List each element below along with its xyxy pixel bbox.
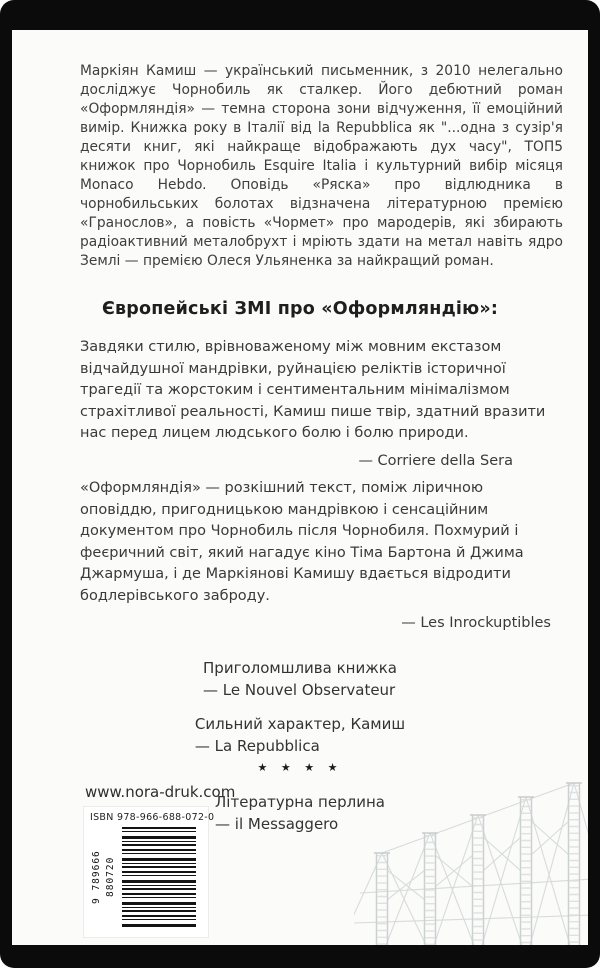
barcode-bars: [122, 827, 196, 927]
author-bio: Маркіян Камиш — український письменник, з 2010 нелегально досліджує Чорнобиль як сталкер. Його дебютний роман «Оформляндія» — темна сторона зони відчуження, її емоційний вимір. Книжка року в Італії від la Repubblica як "...одна з сузір'я десяти книг, які найкраще відображають дух часу", ТОП5 книжок про Чорнобиль Esquire Italia і культурний вибір місяця Monaco Hebdo. Оповідь «Ряска» про відлюдника в чорнобильських болотах відзначена літературною премією «Гранослов», а повість «Чормет» про мародерів, які збирають радіоактивний металобрухт і мріють здати на метал навіть ядро Землі — премією Олеся Ульяненка за найкращий роман.: [80, 63, 563, 269]
barcode-row: [90, 827, 202, 927]
review-text: «Оформляндія» — розкішний текст, поміж ліричною оповіддю, пригодницькою мандрівкою і сенсаційним документом про Чорнобиль після Чорнобиля. Похмурий і феєричний світ, який нагадує кіно Тіма Бартона й Джима Джармуша, і де Маркіянові Камишу вдається відродити бодлерівського заброду.: [80, 480, 524, 604]
publisher-website: www.nora-druk.com: [85, 783, 236, 801]
short-quote-repubblica: [195, 713, 405, 779]
short-quote-source: — La Repubblica: [194, 736, 320, 755]
barcode-digits: 9 789666 880720: [91, 850, 116, 904]
review-text: Завдяки стилю, врівноваженому між мовним екстазом відчайдушної мандрівки, руйнацією реліктів історичної трагедії та жорстоким і сентиментальним мінімалізмом страхітливої реальності, Камиш пише твір, здатний вразити нас перед лицем людського болю і болю природи.: [80, 339, 546, 441]
short-quote-source: — il Messaggero: [215, 814, 339, 833]
radar-towers-photo: [354, 775, 588, 945]
review-quote-inrockuptibles: [80, 478, 563, 635]
short-quote-text: Літературна перлина: [215, 792, 385, 811]
isbn-barcode: [83, 806, 215, 938]
isbn-label: ISBN 978-966-688-072-0: [90, 812, 215, 823]
short-quote-observateur: [203, 657, 397, 701]
review-quote-corriere: [80, 337, 563, 472]
short-quote-text: Приголомшлива книжка: [203, 658, 397, 677]
star-rating: ★ ★ ★ ★: [257, 760, 343, 774]
review-source: — Les Inrockuptibles: [401, 615, 551, 631]
cover-white-panel: [12, 30, 588, 945]
review-source: — Corriere della Sera: [358, 452, 513, 469]
short-quote-text: Сильний характер, Камиш: [194, 714, 406, 733]
short-quote-source: — Le Nouvel Observateur: [203, 680, 396, 699]
reviews-heading: Європейські ЗМІ про «Оформляндію»:: [101, 299, 499, 319]
